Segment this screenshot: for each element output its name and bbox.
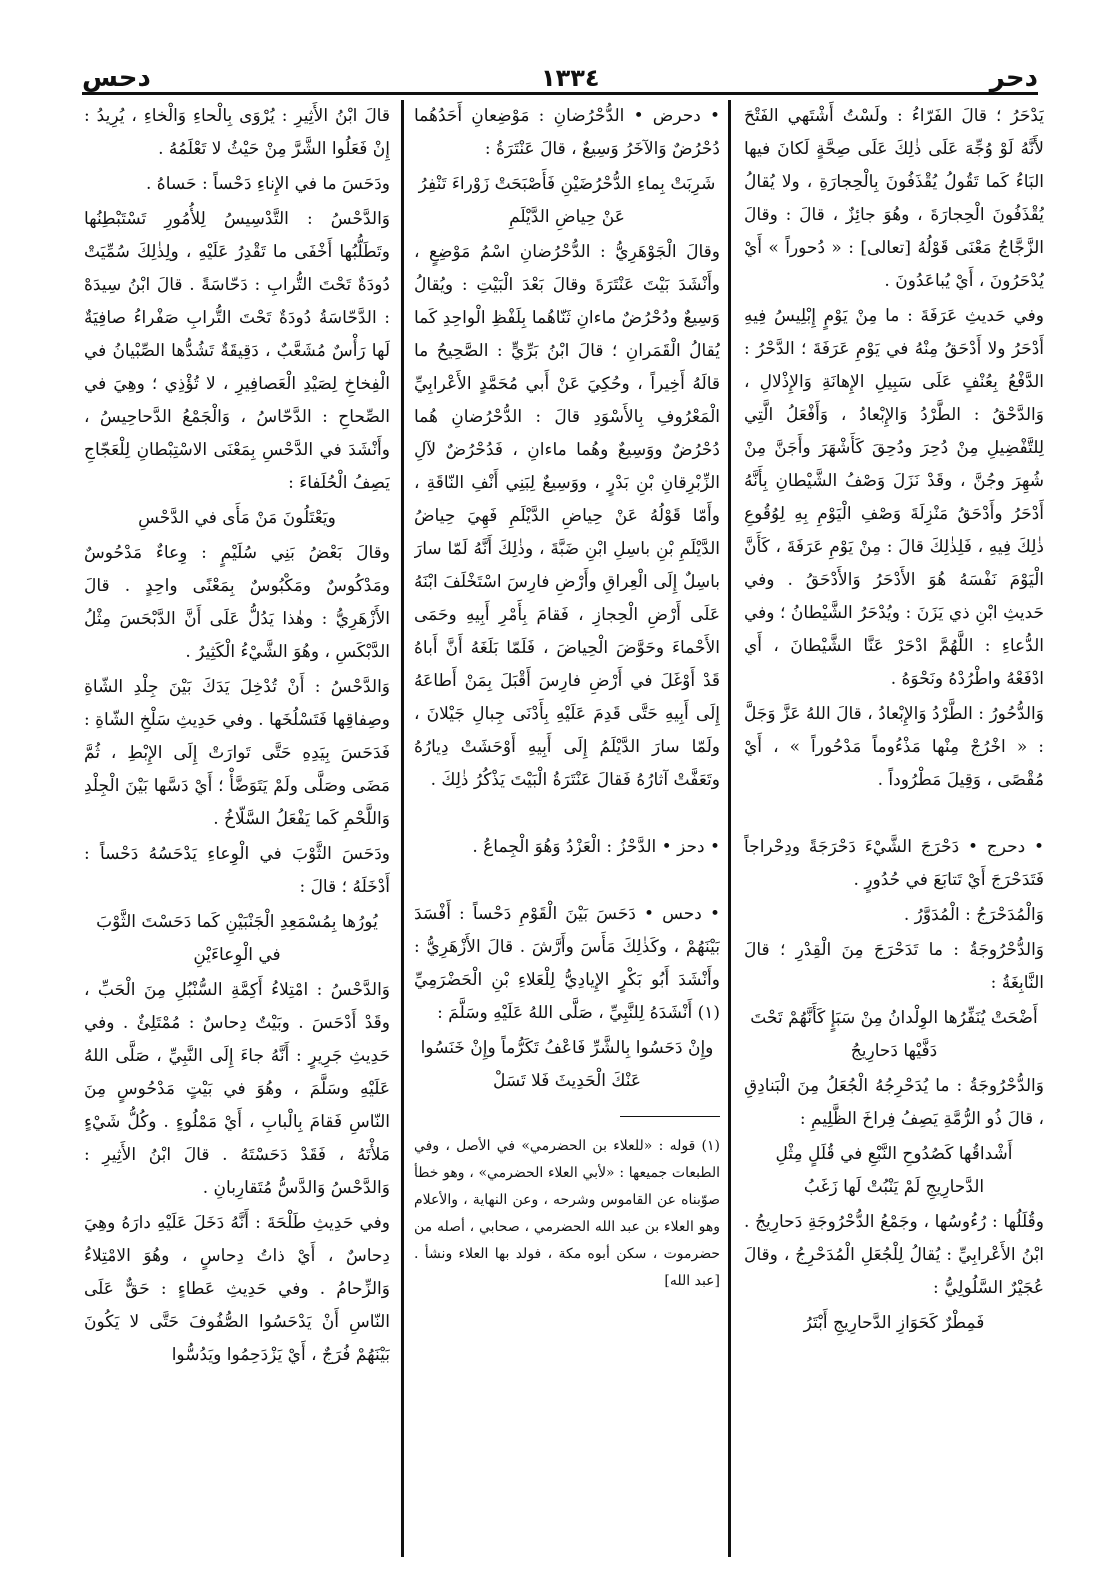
entry-dahrad: • دحرض • الدُّحْرُضانِ : مَوْضِعانِ أَحَدُهُما دُحْرُضٌ وَالآخَرُ وَسِيعٌ ، قالَ عَنْتَرَةُ : bbox=[414, 106, 720, 159]
spacer bbox=[414, 866, 720, 898]
paragraph: قالَ ابْنُ الأَثِيرِ : يُرْوَى بِالْحاءِ وَالْخاءِ ، يُرِيدُ : إِنْ فَعَلُوا الشَّرَّ مِنْ حَيْثُ لا تَعْلَمُهُ . bbox=[84, 106, 390, 159]
paragraph: وَالدُّحُورُ : الطَّرْدُ وَالإِبْعادُ ، قالَ اللهُ عَزَّ وَجَلَّ : « اخْرُجْ مِنْها مَذْءُوماً مَدْحُوراً » ، أَيْ مُقْصًى ، وَقِيلَ مَطْرُوداً . bbox=[744, 704, 1044, 790]
footnote: (١) قوله : «للعلاء بن الحضرمي» في الأصل ، وفي الطبعات جميعها : «لأبي العلاء الحضرمي» ، وهو خطأ صوّبناه عن القاموس وشرحه ، وعن النهاية ، والأعلام وهو العلاء بن عبد الله الحضرمي ، صحابي ، أصله من حضرموت ، سكن أبوه مكة ، فولد بها العلاء ونشأ . [عبد الله] bbox=[414, 1138, 720, 1289]
footnote-rule bbox=[620, 1116, 720, 1117]
paragraph: وقالَ الْجَوْهَرِيُّ : الدُّحْرُضانِ اسْمُ مَوْضِعٍ ، وأَنْشَدَ بَيْتَ عَنْتَرَةَ وقالَ بَعْدَ الْبَيْتِ : ويُقالُ وَسِيعٌ ودُحْرُضٌ ماءانِ ثَنّاهُما بِلَفْظِ الْواحِدِ كَما يُقالُ الْقَمَرانِ ؛ قالَ ابْنُ بَرِّيٍّ : الصَّحِيحُ ما قالَهُ أَخِيراً ، وحُكِيَ عَنْ أَبي مُحَمَّدٍ الأَعْرابِيِّ الْمَعْرُوفِ بِالأَسْوَدِ قالَ : الدُّحْرُضانِ هُما دُحْرُضٌ ووَسِيعٌ وهُما ماءانِ ، فَدُحْرُضٌ لآلِ الزِّبْرِقانِ بْنِ بَدْرٍ ، ووَسِيعٌ لِبَنِي أَنْفِ النّاقَةِ ، وأَمّا قَوْلُهُ عَنْ حِياضِ الدَّيْلَمِ فَهِيَ حِياضُ الدَّيْلَمِ بْنِ باسِلِ ابْنِ ضَبَّةَ ، وذٰلِكَ أَنَّهُ لَمّا سارَ باسِلٌ إِلَى الْعِراقِ وأَرْضِ فارِسَ اسْتَخْلَفَ ابْنَهُ عَلَى أَرْضِ الْحِجازِ ، فَقامَ بِأَمْرِ أَبِيهِ وحَمَى الأَحْماءَ وحَوَّضَ الْحِياضَ ، فَلَمّا بَلَغَهُ أَنَّ أَباهُ قَدْ أَوْغَلَ في أَرْضِ فارِسَ أَقْبَلَ بِمَنْ أَطاعَهُ إِلَى أَبِيهِ حَتَّى قَدِمَ عَلَيْهِ بِأَدْنَى جِبالِ جَيْلانَ ، ولَمّا سارَ الدَّيْلَمُ إِلَى أَبِيهِ أَوْحَشَتْ دِيارُهُ وتَعَفَّتْ آثارُهُ فَقالَ عَنْتَرَةُ الْبَيْتَ يَذْكُرُ ذٰلِكَ . bbox=[414, 242, 720, 790]
spacer bbox=[744, 799, 1044, 831]
spacer bbox=[414, 799, 720, 831]
paragraph: وقُلَلُها : رُءُوسُها ، وجَمْعُ الدُّحْرُوجَةِ دَحارِيجُ . ابْنُ الأَعْرابِيِّ : يُقالُ لِلْجُعَلِ الْمُدَحْرِجُ ، وقالَ عُجَيْرٌ السَّلُولِيُّ : bbox=[744, 1212, 1044, 1298]
paragraph: وفي حَديثِ عَرَفَةَ : ما مِنْ يَوْمٍ إِبْلِيسُ فِيهِ أَدْحَرُ ولا أَدْحَقُ مِنْهُ في يَوْمِ عَرَفَةَ ؛ الدَّحْرُ : الدَّفْعُ بِعُنْفٍ عَلَى سَبِيلِ الإِهانَةِ وَالإِذْلالِ ، وَالدَّحْقُ : الطَّرْدُ وَالإِبْعادُ ، وَأَفْعَلُ الَّتِي لِلتَّفْضِيلِ مِنْ دُحِرَ ودُحِقَ كَأَشْهَرَ وأَجَنَّ مِنْ شُهِرَ وجُنَّ ، وقَدْ نَزَلَ وَصْفُ الشَّيْطانِ بِأَنَّهُ أَدْحَرُ وأَدْحَقُ مَنْزِلَةَ وَصْفِ الْيَوْمِ بِهِ لِوُقُوعِ ذٰلِكَ فِيهِ ، فَلِذٰلِكَ قالَ : مِنْ يَوْمِ عَرَفَةَ ، كَأَنَّ الْيَوْمَ نَفْسَهُ هُوَ الأَدْحَرُ وَالأَدْحَقُ . وفي حَديثِ ابْنِ ذي يَزَنَ : ويُدْحَرُ الشَّيْطانُ ؛ وفي الدُّعاءِ : اللَّهُمَّ ادْحَرْ عَنَّا الشَّيْطانَ ، أَي ادْفَعْهُ واطْرُدْهُ ونَحْوَهُ . bbox=[744, 306, 1044, 689]
entry-dahz: • دحز • الدَّحْزُ : الْعَزْدُ وَهُوَ الْجِماعُ . bbox=[472, 837, 720, 857]
paragraph: ودَحَسَ الثَّوْبَ في الْوِعاءِ يَدْحَسُهُ دَحْساً : أَدْخَلَهُ ؛ قالَ : bbox=[84, 844, 390, 897]
right-header-word: دحر bbox=[989, 63, 1038, 93]
right-column bbox=[744, 100, 1044, 1561]
paragraph: وفي حَدِيثِ طَلْحَةَ : أَنَّهُ دَخَلَ عَلَيْهِ دارَهُ وهِيَ دِحاسٌ ، أَيْ ذاتُ دِحاسٍ ، وهُوَ الامْتِلاءُ وَالزِّحامُ . وفي حَدِيثِ عَطاءٍ : حَقٌّ عَلَى النّاسِ أَنْ يَدْحَسُوا الصُّفُوفَ حَتَّى لا يَكُونَ بَيْنَهُمْ فُرَجٌ ، أَيْ يَزْدَحِمُوا ويَدُسُّوا bbox=[84, 1213, 390, 1365]
page-number: ١٣٣٤ bbox=[540, 64, 600, 92]
paragraph: يَدْحَرُ ؛ قالَ الفَرّاءُ : ولَسْتُ أَشْتَهي الفَتْحَ لأَنَّهُ لَوْ وُجِّهَ عَلَى ذٰلِكَ عَلَى صِحَّةٍ لَكانَ فيها البَاءُ كَما تَقُولُ يُقْذَفُونَ بِالْحِجارَةِ ، ولا يُقالُ يُقْذَفُونَ الْحِجارَةَ ، وهُوَ جائِزٌ ، قالَ : وقالَ الزَّجَّاجُ مَعْنَى قَوْلُهُ [تعالى] : « دُحوراً » أَيْ يُدْحَرُونَ ، أَيْ يُباعَدُونَ . bbox=[744, 106, 1044, 291]
header-rule bbox=[82, 92, 1038, 95]
middle-column bbox=[414, 100, 720, 1561]
paragraph: وَالدَّحْسُ : التَّدْسِيسُ لِلأُمُورِ تَسْتَبْطِنُها وتَطَلُّبُها أَخْفَى ما تَقْدِرُ عَلَيْهِ ، ولِذٰلِكَ سُمِّيَتْ دُودَةٌ تَحْتَ التُّرابِ : دَحّاسَةً . قالَ ابْنُ سِيدَهْ : الدَّحّاسَةُ دُودَةٌ تَحْتَ التُّرابِ صَفْراءُ صافِيَةٌ لَها رَأْسٌ مُشَعَّبٌ ، دَقِيقَةٌ تَشُدُّها الصِّبْيانُ في الْفِخاخِ لِصَيْدِ الْعَصافِيرِ ، لا تُؤْذِي ؛ وهِيَ في الصِّحاحِ : الدَّحّاسُ ، وَالْجَمْعُ الدَّحاحِيسُ ، وأَنْشَدَ في الدَّحْسِ بِمَعْنَى الاسْتِبْطانِ لِلْعَجّاجِ يَصِفُ الْحُلَفاءَ : bbox=[84, 209, 390, 493]
paragraph: وَالدَّحْسُ : امْتِلاءُ أَكِمَّةِ السُّنْبُلِ مِنَ الْحَبِّ ، وقَدْ أَدْحَسَ . وبَيْتٌ دِحاسٌ : مُمْتَلِئٌ . وفي حَدِيثِ جَرِيرٍ : أَنَّهُ جاءَ إِلَى النَّبِيِّ ، صَلَّى اللهُ عَلَيْهِ وسَلَّمَ ، وهُوَ في بَيْتٍ مَدْحُوسٍ مِنَ النّاسِ فَقامَ بِالْبابِ ، أَيْ مَمْلُوءٍ . وكُلُّ شَيْءٍ مَلأْتَهُ ، فَقَدْ دَحَسْتَهُ . قالَ ابْنُ الأَثِيرِ : وَالدَّحْسُ وَالدَّسُّ مُتَقارِبانِ . bbox=[84, 980, 390, 1198]
paragraph: وَالدُّحْرُوجَةُ : ما تَدَحْرَجَ مِنَ الْقِدْرِ ؛ قالَ النَّابِغَةُ : bbox=[744, 940, 1044, 993]
entry-dahraj: • دحرج • دَحْرَجَ الشَّيْءَ دَحْرَجَةً ودِحْراجاً فَتَدَحْرَجَ أَيْ تَتابَعَ في حُدُورٍ . bbox=[744, 837, 1044, 890]
paragraph: وَالدُّحْرُوجَةُ : ما يُدَحْرِجُهُ الْجُعَلُ مِنَ الْبَنادِقِ ، قالَ ذُو الرُّمَّةِ يَصِفُ فِراخَ الظَّلِيمِ : bbox=[744, 1076, 1044, 1129]
paragraph: وَالْمُدَحْرَجُ : الْمُدَوَّرُ . bbox=[903, 905, 1044, 925]
verse: أَشْداقُها كَصُدُوحِ النَّبْعِ في قُلَلٍ مِثْلِ الدَّحارِيجِ لَمْ يَنْبُتْ لَها زَغَبُ bbox=[775, 1144, 1013, 1197]
paragraph: وقالَ بَعْضُ بَنِي سُلَيْمٍ : وِعاءٌ مَدْحُوسٌ ومَدْكُوسٌ ومَكْبُوسٌ بِمَعْنًى واحِدٍ . قالَ الأَزْهَرِيُّ : وهٰذا يَدُلُّ عَلَى أَنَّ الدَّبْحَسَ مِثْلُ الدَّبْكَسِ ، وهُوَ الشَّيْءُ الْكَثِيرُ . bbox=[84, 543, 390, 662]
verse: أَضْحَتْ يُنَفِّرُها الوِلْدانُ مِنْ سَبَإٍ كَأَنَّهُمْ تَحْتَ دَفَّيْها دَحارِيجُ bbox=[750, 1008, 1038, 1061]
paragraph: ودَحَسَ ما في الإِناءِ دَحْساً : حَساهُ . bbox=[145, 174, 390, 194]
left-column bbox=[84, 100, 390, 1561]
column-divider bbox=[728, 100, 731, 1557]
verse: يُورُها بِمُسْمَعِدِ الْجَنْبَيْنِ كَما دَحَسْتَ الثَّوْبَ في الْوِعاءَيْنِ bbox=[96, 912, 378, 965]
verse: ويَعْتَلُونَ مَنْ مَأَى في الدَّحْسِ bbox=[138, 508, 336, 528]
verse: فَمِطْرٌ كَحَوَازِ الدَّحارِيجِ أَبْتَرُ bbox=[803, 1313, 985, 1333]
left-header-word: دحس bbox=[82, 63, 151, 93]
verse: وإِنْ دَحَسُوا بِالشَّرِّ فَاعْفُ تَكَرُّماً وإِنْ خَنَسُوا عَنْكَ الْحَدِيثَ فَلا تَسَلْ bbox=[420, 1038, 714, 1091]
verse: شَرِبَتْ بِماءِ الدُّحْرُضَيْنِ فَأَصْبَحَتْ زَوْراءَ تَنْفِرُ عَنْ حِياضِ الدَّيْلَمِ bbox=[418, 174, 716, 227]
entry-dahs: • دحس • دَحَسَ بَيْنَ الْقَوْمِ دَحْساً : أَفْسَدَ بَيْنَهُمْ ، وكَذٰلِكَ مَأَسَ وأَرَّشَ . قالَ الأَزْهَرِيُّ : وأَنْشَدَ أَبُو بَكْرٍ الإِيادِيُّ لِلْعَلاءِ بْنِ الْحَضْرَمِيِّ (١) أَنْشَدَهُ لِلنَّبِيِّ ، صَلَّى اللهُ عَلَيْهِ وسَلَّمَ : bbox=[414, 904, 720, 1023]
column-divider bbox=[401, 100, 404, 1557]
paragraph: وَالدَّحْسُ : أَنْ تُدْخِلَ يَدَكَ بَيْنَ جِلْدِ الشّاةِ وصِفاقِها فَتَسْلُخَها . وفي حَدِيثِ سَلْخِ الشّاةِ : فَدَحَسَ بِيَدِهِ حَتَّى تَوارَتْ إِلَى الإِبْطِ ، ثُمَّ مَضَى وصَلَّى ولَمْ يَتَوَضَّأْ ؛ أَيْ دَسَّها بَيْنَ الْجِلْدِ وَاللَّحْمِ كَما يَفْعَلُ السَّلّاخُ . bbox=[84, 677, 390, 829]
